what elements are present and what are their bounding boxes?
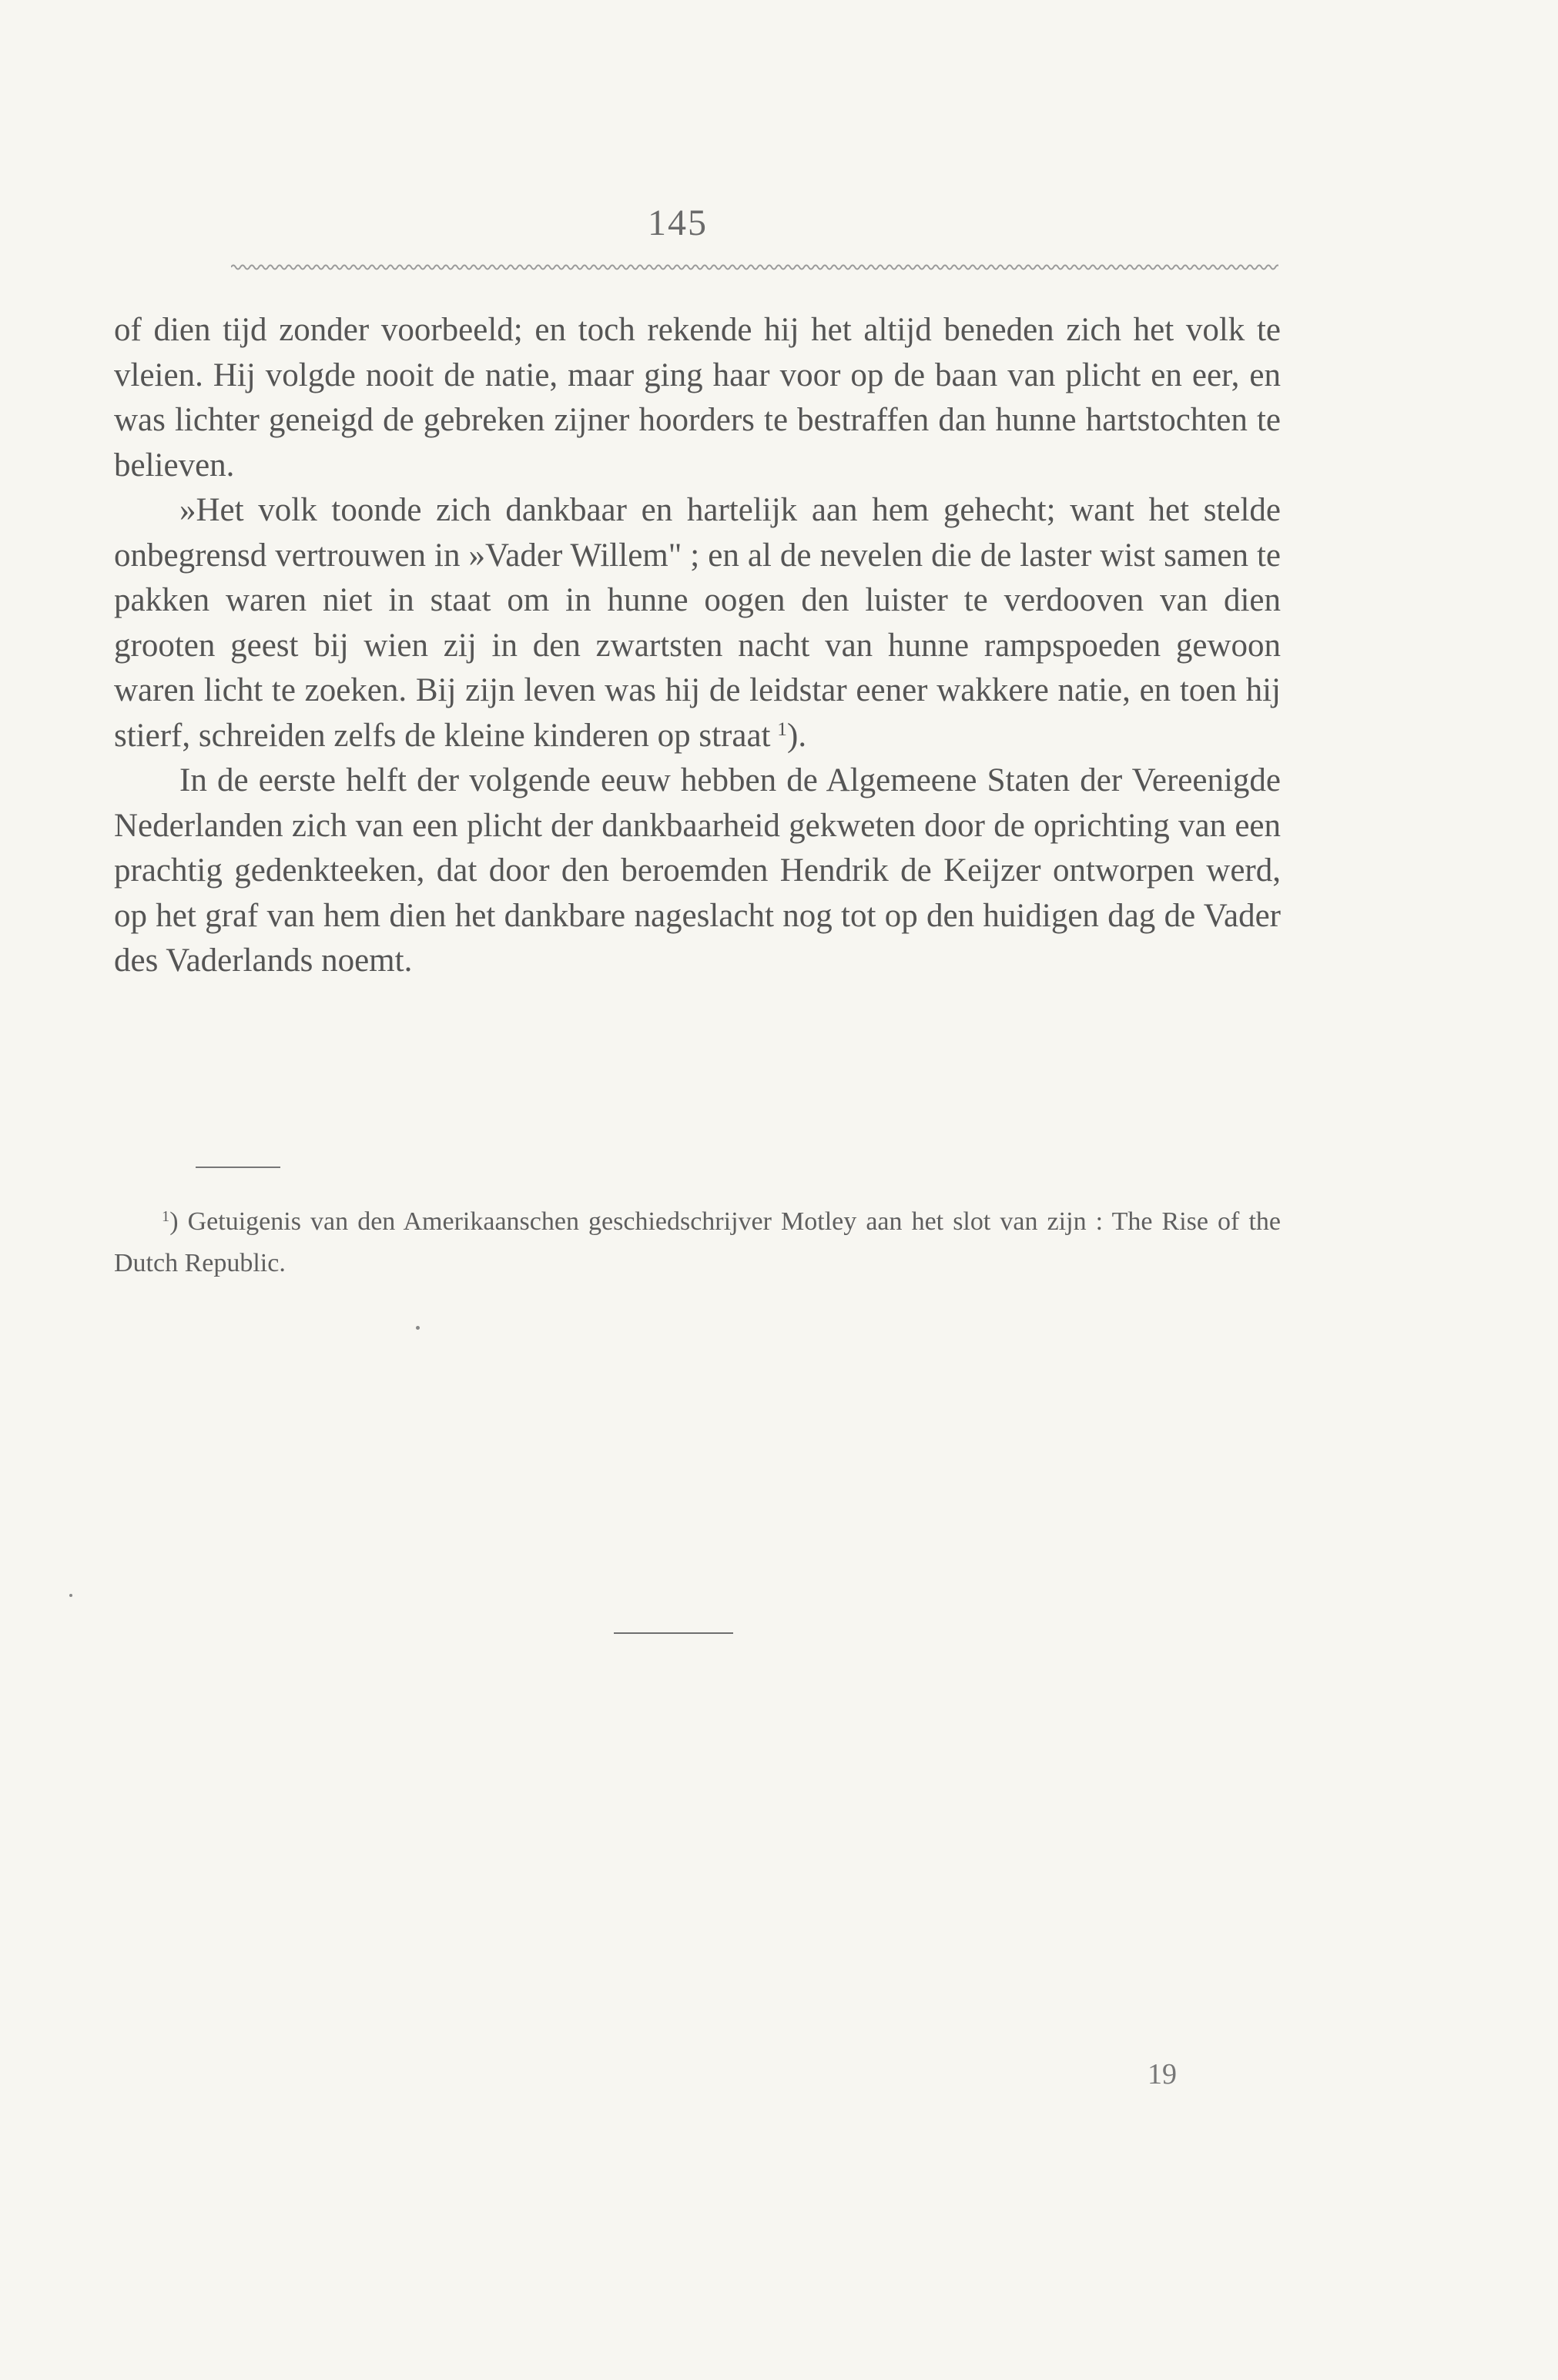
page-number-top: 145 (648, 203, 708, 243)
paragraph-2-text: »Het volk toonde zich dankbaar en hartelijk aan hem gehecht; want het stelde onbegrensd vertrouwen in »Vader Willem" ; en al de nevelen die de laster wist samen te pakken waren niet in staat om in hunne oogen den luister te verdooven van dien grooten geest bij wien zij in den zwartsten nacht van hunne rampspoeden gewoon waren licht te zoeken. Bij zijn leven was hij de leidstar eener wakkere natie, en toen hij stierf, schreiden zelfs de kleine kinderen op straat (114, 492, 1281, 754)
paragraph-1: of dien tijd zonder voorbeeld; en toch rekende hij het altijd beneden zich het volk te vleien. Hij volgde nooit de natie, maar ging haar voor op de baan van plicht en eer, en was lichter geneigd de gebreken zijner hoorders te bestraffen dan hunne hartstochten te believen. (114, 312, 1281, 484)
paragraph-2-end: ). (787, 717, 807, 754)
end-rule (614, 1632, 733, 1634)
footnote-marker: 1 (162, 1207, 170, 1225)
paragraph-2 (114, 488, 1281, 758)
footnote-rule (196, 1167, 280, 1168)
footnote (114, 1201, 1281, 1284)
footnote-paragraph (114, 1201, 1281, 1284)
paper-speck (416, 1326, 420, 1330)
footnote-reference: 1 (777, 717, 787, 740)
page-number-bottom: 19 (1148, 2058, 1177, 2090)
wavy-rule (231, 262, 1278, 273)
paragraph-3: In de eerste helft der volgende eeuw hebben de Algemeene Staten der Vereenigde Nederlanden zich van een plicht der dankbaarheid gekweten door de oprichting van een prachtig gedenkteeken, dat door den beroemden Hendrik de Keijzer ontworpen werd, op het graf van hem dien het dankbare nageslacht nog tot op den huidigen dag de Vader des Vaderlands noemt. (114, 762, 1281, 979)
footnote-text: Getuigenis van den Amerikaanschen geschiedschrijver Motley aan het slot van zijn : The Rise of the Dutch Republic. (114, 1207, 1281, 1277)
paper-speck (69, 1594, 72, 1597)
footnote-marker-close: ) (169, 1207, 179, 1236)
body-text (114, 308, 1281, 984)
